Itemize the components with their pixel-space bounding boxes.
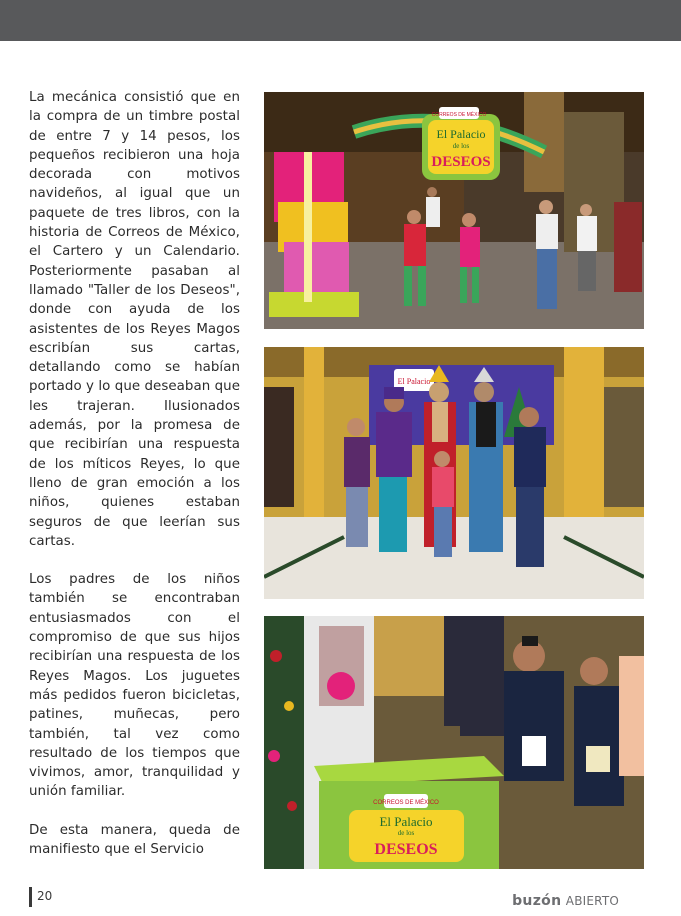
brand-bold: buzón	[512, 893, 562, 909]
article-paragraph-1: La mecánica consistió que en la compra de un timbre postal de entre 7 y 14 pesos, los pequeños recibieron una hoja decorada con motivos navideños, al igual que un paquete de tres libros, con la historia de Correos de México, el Cartero y un Calendario. Posteriormente pasaban al llamado "Taller de los Deseos", donde con ayuda de los asistentes de los Reyes Magos escribían sus cartas, detallando como se habían portado y lo que deseaban que les trajeran. Ilusionados además, por la promesa de que recibirían una respuesta de los míticos Reyes, lo que lleno de gran emoción a los niños, quienes estaban seguros de que leerían sus cartas.	[29, 90, 240, 549]
brand-light: ABIERTO	[565, 894, 619, 908]
photo-palacio-entrance	[264, 92, 644, 329]
article-paragraph-2: Los padres de los niños también se encontraban entusiasmados con el compromiso de que sus hijos recibirían una respuesta de los Reyes Magos. Los juguetes más pedidos fueron bicicletas, patines, muñecas, pero también, tal vez como resultado de los tiempos que vivimos, amor, tranquilidad y unión familiar.	[29, 572, 240, 800]
photo-reyes-magos-family	[264, 347, 644, 599]
box-logo-text: CORREOS DE MÉXICO	[373, 800, 439, 806]
page-number: 20	[37, 889, 53, 903]
article-body	[29, 88, 240, 878]
photo-children-mailbox	[264, 616, 644, 869]
article-paragraph-3: De esta manera, queda de manifiesto que el Servicio	[29, 822, 240, 857]
backdrop-sign-text: El Palacio	[397, 377, 431, 386]
box-line-2: de los	[397, 829, 415, 837]
sign-logo-text: CORREOS DE MÉXICO	[431, 112, 487, 118]
sign-line-3: DESEOS	[431, 154, 491, 170]
box-line-3: DESEOS	[374, 841, 438, 858]
magazine-brand	[512, 893, 619, 909]
box-line-1: El Palacio	[379, 814, 433, 829]
page-number-marker	[29, 887, 32, 907]
sign-line-1: El Palacio	[436, 127, 486, 141]
sign-line-2: de los	[452, 142, 470, 150]
top-header-bar	[0, 0, 681, 41]
